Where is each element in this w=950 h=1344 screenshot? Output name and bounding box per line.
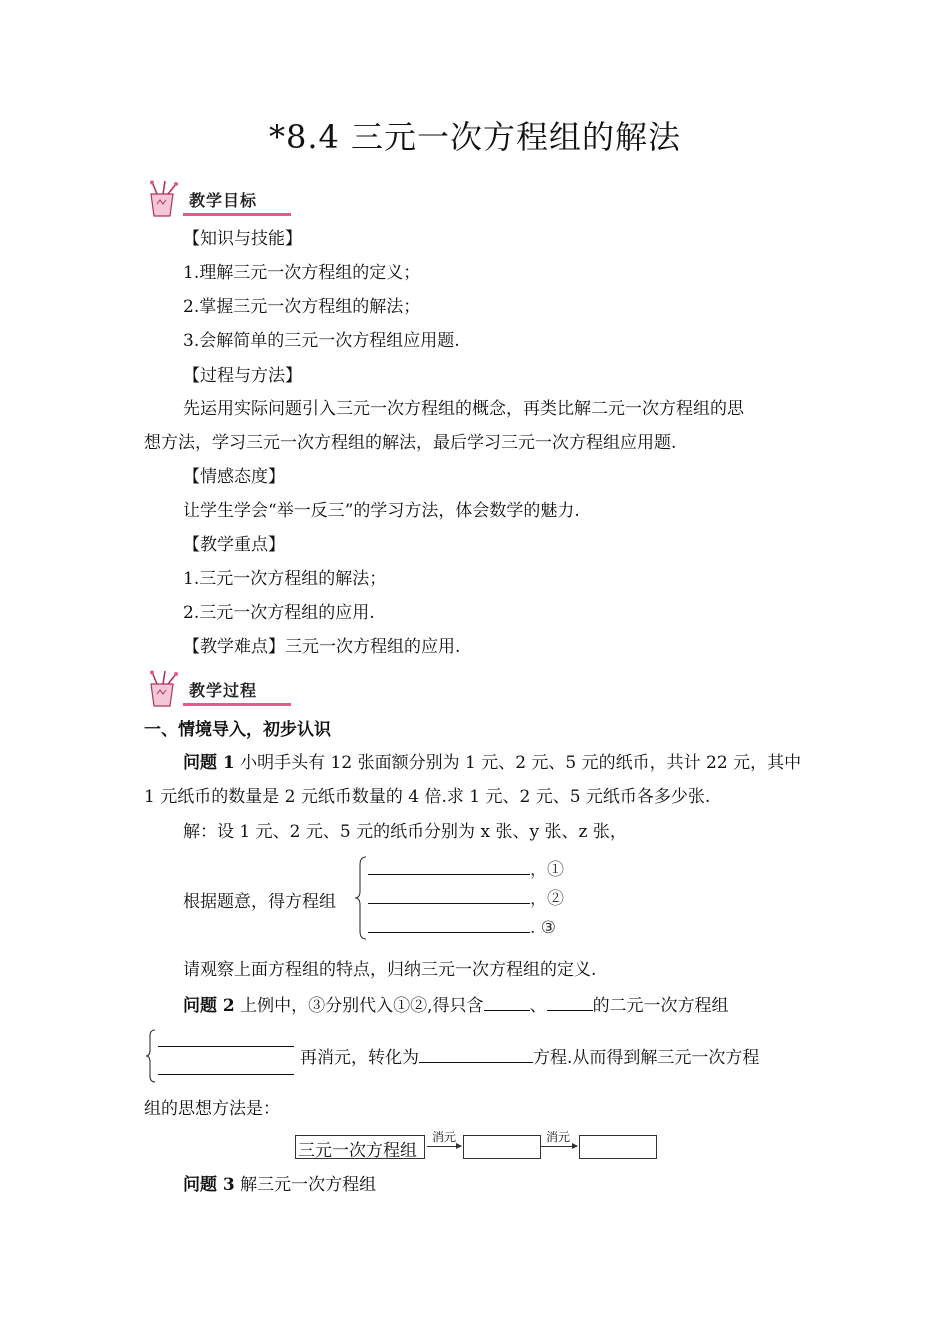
left-brace-small bbox=[145, 1028, 157, 1084]
difficulty-heading: 【教学难点】 bbox=[183, 637, 285, 657]
knowledge-item-3: 3.会解简单的三元一次方程组应用题. bbox=[183, 331, 460, 351]
section-underline bbox=[183, 703, 291, 706]
question-1-line-1 bbox=[183, 752, 801, 774]
question-2-sep: 、 bbox=[529, 996, 547, 1016]
key-heading: 【教学重点】 bbox=[183, 535, 285, 555]
section-badge-process bbox=[143, 670, 293, 710]
process-method-heading: 【过程与方法】 bbox=[183, 366, 302, 386]
question-2-label: 问题 2 bbox=[183, 996, 235, 1016]
question-1-text: 小明手头有 12 张面额分别为 1 元、2 元、5 元的纸币，共计 22 元，其中 bbox=[234, 753, 802, 773]
question-1-label: 问题 1 bbox=[183, 753, 235, 773]
flow-start-text: 三元一次方程组 bbox=[298, 1141, 417, 1161]
flow-arrow-2 bbox=[541, 1146, 577, 1147]
two-var-equation-1 bbox=[158, 1030, 294, 1053]
question-2-line-1 bbox=[183, 994, 729, 1017]
flow-arrow-2-label: 消元 bbox=[546, 1130, 571, 1144]
equation-2-marker: ，② bbox=[530, 889, 564, 909]
equation-1-marker: ，① bbox=[530, 860, 564, 880]
pen-holder-icon bbox=[143, 670, 185, 708]
equation-3-blank[interactable] bbox=[368, 916, 530, 933]
observe-line: 请观察上面方程组的特点，归纳三元一次方程组的定义. bbox=[183, 960, 597, 980]
difficulty-line bbox=[183, 636, 460, 658]
flow-arrow-1-label: 消元 bbox=[432, 1130, 457, 1144]
emotion-heading: 【情感态度】 bbox=[183, 467, 285, 487]
equation-2 bbox=[368, 887, 564, 910]
question-3-label: 问题 3 bbox=[183, 1175, 235, 1195]
left-brace bbox=[354, 855, 368, 941]
question-2-mid-a: 再消元，转化为 bbox=[300, 1048, 419, 1068]
flow-arrow-1 bbox=[427, 1146, 461, 1147]
section-title: 教学过程 bbox=[189, 681, 258, 700]
equation-3 bbox=[368, 916, 556, 939]
question-3-text: 解三元一次方程组 bbox=[234, 1175, 377, 1195]
pen-holder-icon bbox=[143, 180, 185, 218]
variable-blank-1[interactable] bbox=[484, 994, 530, 1011]
equation-3-marker: . ③ bbox=[530, 918, 557, 938]
knowledge-heading: 【知识与技能】 bbox=[183, 229, 302, 249]
process-method-line-1: 先运用实际问题引入三元一次方程组的概念，再类比解二元一次方程组的思 bbox=[183, 399, 744, 419]
page-title: *8.4 三元一次方程组的解法 bbox=[268, 118, 682, 156]
question-2-mid-b: 方程.从而得到解三元一次方程 bbox=[533, 1048, 760, 1068]
question-3-line bbox=[183, 1174, 376, 1196]
equation-1 bbox=[368, 858, 564, 881]
knowledge-item-1: 1.理解三元一次方程组的定义； bbox=[183, 263, 421, 283]
process-method-line-2: 想方法，学习三元一次方程组的解法，最后学习三元一次方程组应用题. bbox=[144, 433, 677, 453]
two-var-blank-2[interactable] bbox=[158, 1058, 294, 1075]
system-intro: 根据题意，得方程组 bbox=[183, 892, 336, 912]
two-var-blank-1[interactable] bbox=[158, 1030, 294, 1047]
flow-box-3[interactable] bbox=[579, 1135, 657, 1159]
question-1-line-2: 1 元纸币的数量是 2 元纸币数量的 4 倍.求 1 元、2 元、5 元纸币各多少张. bbox=[144, 787, 711, 807]
solution-line: 解：设 1 元、2 元、5 元的纸币分别为 x 张、y 张、z 张， bbox=[183, 822, 627, 842]
question-2-text-a: 上例中，③分别代入①②,得只含 bbox=[234, 996, 484, 1016]
section-badge-objectives bbox=[143, 180, 293, 220]
question-2-line-3: 组的思想方法是： bbox=[144, 1099, 280, 1119]
difficulty-text: 三元一次方程组的应用. bbox=[285, 637, 461, 657]
knowledge-item-2: 2.掌握三元一次方程组的解法； bbox=[183, 297, 421, 317]
key-item-2: 2.三元一次方程组的应用. bbox=[183, 603, 375, 623]
flow-box-2[interactable] bbox=[463, 1135, 541, 1159]
question-2-text-b: 的二元一次方程组 bbox=[592, 996, 729, 1016]
section-title: 教学目标 bbox=[189, 191, 258, 210]
question-2-line-2 bbox=[300, 1046, 759, 1069]
key-item-1: 1.三元一次方程组的解法； bbox=[183, 569, 387, 589]
emotion-text: 让学生学会“举一反三”的学习方法，体会数学的魅力. bbox=[183, 501, 580, 521]
variable-blank-2[interactable] bbox=[547, 994, 593, 1011]
equation-2-blank[interactable] bbox=[368, 887, 530, 904]
equation-type-blank[interactable] bbox=[419, 1046, 533, 1063]
flow-start-box bbox=[295, 1135, 425, 1159]
section-underline bbox=[183, 213, 291, 216]
two-var-equation-2 bbox=[158, 1058, 294, 1081]
part1-heading: 一、情境导入，初步认识 bbox=[144, 720, 331, 740]
equation-1-blank[interactable] bbox=[368, 858, 530, 875]
